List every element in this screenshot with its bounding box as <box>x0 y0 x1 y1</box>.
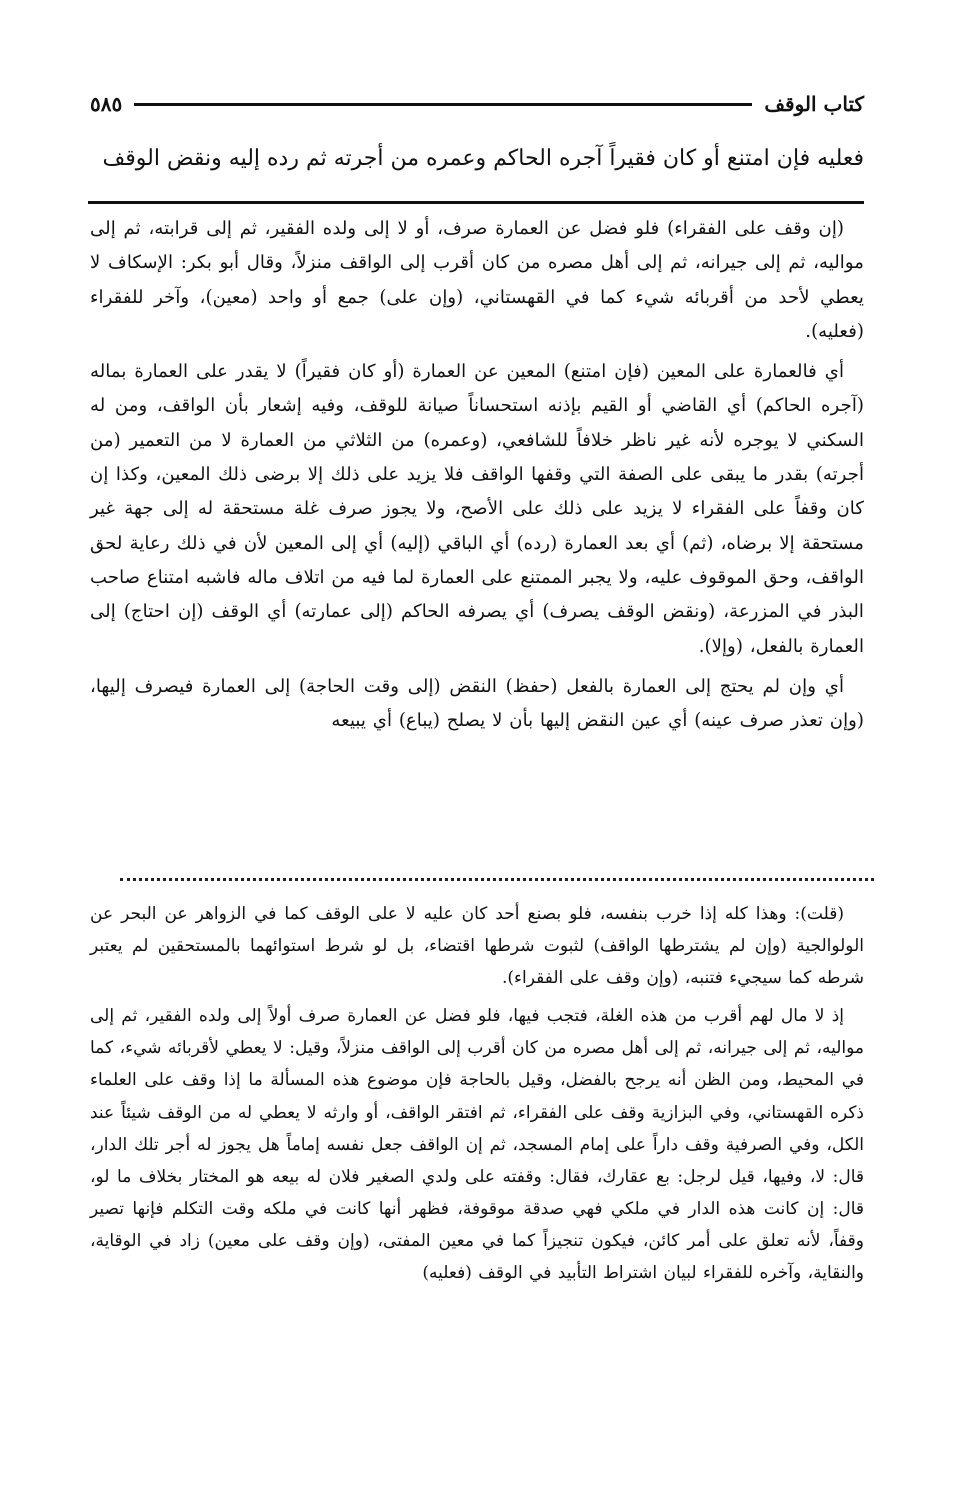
gloss-paragraph: (قلت): وهذا كله إذا خرب بنفسه، فلو بصنع أحد كان عليه لا على الوقف كما في الزواهر عن البحر عن الولوالجية (وإن لم يشترطها الواقف) لثبوت شرطها اقتضاء، بل لو شرط استوائهما بالمستحقين لم يعتبر شرطه كما سيجيء فتنبه، (وإن وقف على الفقراء). <box>90 904 864 989</box>
page-number: ٥٨٥ <box>90 92 123 116</box>
matn-divider <box>88 201 864 204</box>
commentary-paragraph: أي فالعمارة على المعين (فإن امتنع) المعين عن العمارة (أو كان فقيراً) لا يقدر على العمارة بماله (آجره الحاكم) أي القاضي أو القيم بإذنه استحساناً صيانة للوقف، وفيه إشعار بأن الواقف، ومن له السكني لا يوجره لأنه غير ناظر خلافاً للشافعي، (وعمره) من الثلاثي من العمارة لا من التعمير (من أجرته) بقدر ما يبقى على الصفة التي وقفها الواقف فلا يزيد على ذلك إلا برضى ذلك المعين، وكذا إن كان وقفاً على الفقراء لا يزيد على ذلك على الأصح، ولا يجوز صرف غلة مستحقة له إلى جهة غير مستحقة إلا برضاه، (ثم) أي بعد العمارة (رده) أي الباقي (إليه) أي إلى المعين لأن في ذلك رعاية لحق الواقف، وحق الموقوف عليه، ولا يجبر الممتنع على العمارة لما فيه من اتلاف ماله فاشبه امتناع صاحب البذر في المزرعة، (ونقض الوقف يصرف) أي يصرفه الحاكم (إلى عمارته) أي الوقف (إن احتاج) إلى العمارة بالفعل، (وإلا). <box>90 361 864 657</box>
book-title: كتاب الوقف <box>764 92 864 116</box>
header-rule <box>134 103 752 106</box>
commentary-paragraph: أي وإن لم يحتج إلى العمارة بالفعل (حفظ) النقض (إلى وقت الحاجة) إلى العمارة فيصرف إليها، (وإن تعذر صرف عينه) أي عين النقض إليها بأن لا يصلح (يباع) أي يبيعه <box>90 675 864 732</box>
footnote-separator <box>120 878 874 881</box>
matn-text: فعليه فإن امتنع أو كان فقيراً آجره الحاكم وعمره من أجرته ثم رده إليه ونقض الوقف <box>102 146 864 171</box>
commentary-section <box>90 212 864 744</box>
gloss-section <box>90 898 864 1295</box>
commentary-paragraph: (إن وقف على الفقراء) فلو فضل عن العمارة صرف، أو لا إلى ولده الفقير، ثم إلى قرابته، ثم إلى مواليه، ثم إلى جيرانه، ثم إلى أهل مصره من كان أقرب إلى الواقف منزلاً، وقال أبو بكر: الإسكاف لا يعطي لأحد من أقربائه شيء كما في القهستاني، (وإن على) جمع أو واحد (معين)، وآخر للفقراء (فعليه). <box>90 218 864 342</box>
page-header <box>90 84 864 124</box>
gloss-paragraph: إذ لا مال لهم أقرب من هذه الغلة، فتجب فيها، فلو فضل عن العمارة صرف أولاً إلى ولده الفقير، ثم إلى مواليه، ثم إلى جيرانه، ثم إلى أهل مصره من كان أقرب إلى الواقف منزلاً، وقيل: لا يعطي لأقربائه شيء، كما في المحيط، ومن الظن أنه يرجح بالفضل، وقيل بالحاجة فإن موضوع هذه المسألة ما إذا وقف على العلماء ذكره القهستاني، وفي البزازية وقف على الفقراء، ثم افتقر الواقف، أو وارثه لا يعطي له من الوقف شيئاً عند الكل، وفي الصرفية وقف داراً على إمام المسجد، ثم إن الواقف جعل نفسه إماماً هل يجوز له أجر تلك الدار، قال: لا، وفيها، قيل لرجل: بع عقارك، فقال: وقفته على ولدي الصغير فلان له بيعه هو المختار بخلاف ما لو، قال: إن كانت هذه الدار في ملكي فهي صدقة موقوفة، فظهر أنها كانت في ملكه وقت التكلم فإنها تصير وقفاً، لأنه تعلق على أمر كائن، فيكون تنجيزاً كما في معين المفتى، (وإن وقف على معين) زاد في الوقاية، والنقاية، وآخره للفقراء لبيان اشتراط التأبيد في الوقف (فعليه) <box>90 1006 864 1284</box>
